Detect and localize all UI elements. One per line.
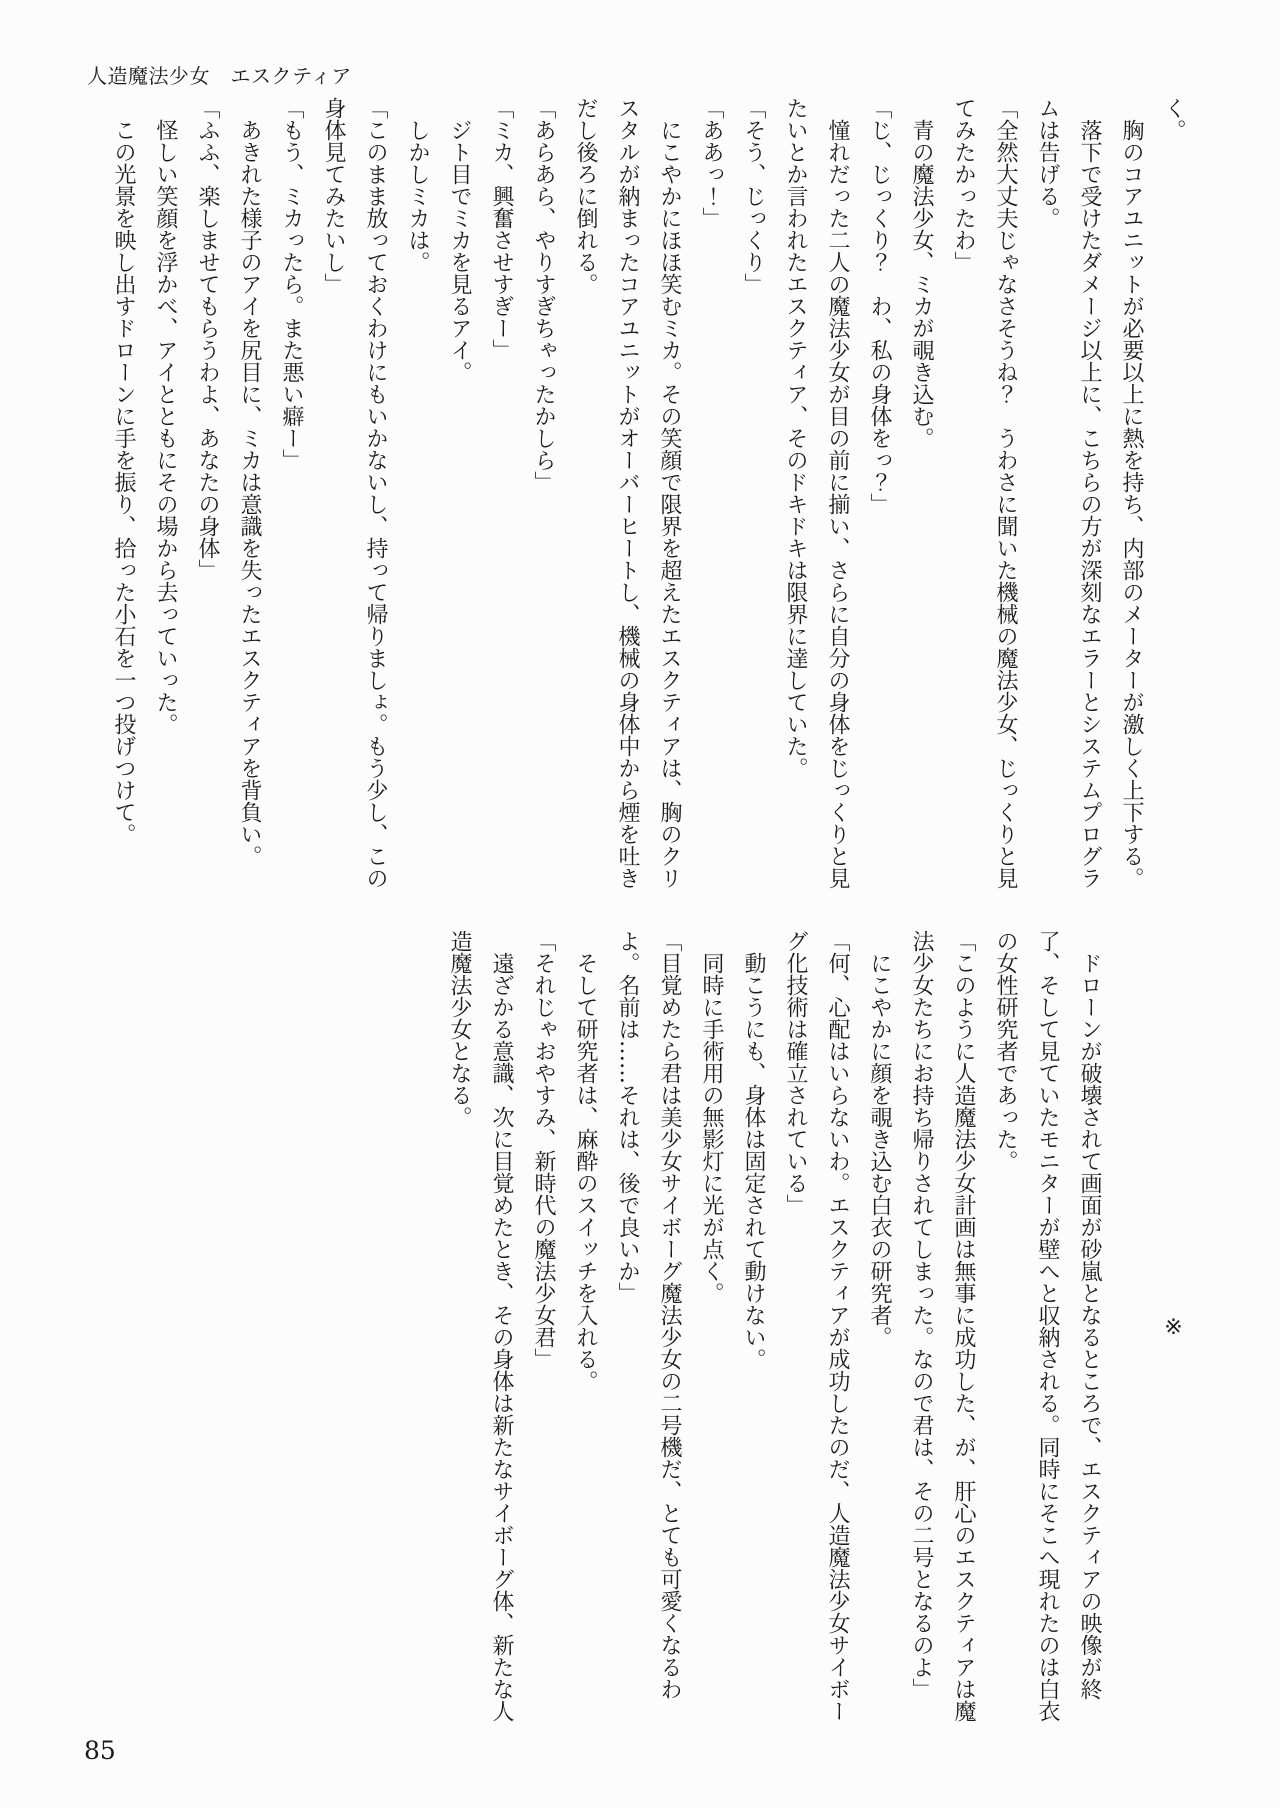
page-number: 85 [84,1736,116,1765]
paragraph: 怪しい笑顔を浮かべ、アイとともにその場から去っていった。 [153,119,178,735]
paragraph: 「目覚めたら君は美少女サイボーグ魔法少女の二号機だ、とても可愛くなるわよ。名前は……それは、後で良いか」 [615,930,682,1700]
paragraph: 「それじゃおやすみ、新時代の魔法少女君」 [531,930,556,1370]
scene-break-marker: ※ [1161,1314,1186,1340]
paragraph: ドローンが破壊されて画面が砂嵐となるところで、エスクティアの映像が終了、そして見ていたモニターが壁へと収納される。同時にそこへ現れたのは白衣の女性研究者であった。 [993,930,1102,1722]
running-head: 人造魔法少女 エスクティア [87,64,352,88]
paragraph: 遠ざかる意識、次に目覚めたとき、その身体は新たなサイボーグ体、新たな人造魔法少女となる。 [447,930,514,1722]
paragraph: ジト目でミカを見るアイ。 [447,119,472,383]
paragraph: 「じ、じっくり？ わ、私の身体をっ？」 [867,97,892,515]
paragraph: く。 [1161,97,1186,141]
paragraph: 「ミカ、興奮させすぎー」 [489,97,514,361]
upper-text-block [102,97,1194,891]
paragraph: そして研究者は、麻酔のスイッチを入れる。 [573,952,598,1392]
paragraph: 「全然大丈夫じゃなさそうね？ うわさに聞いた機械の魔法少女、じっくりと見てみたかったわ」 [951,97,1018,889]
paragraph: 「何、心配はいらないわ。エスクティアが成功したのだ、人造魔法少女サイボーグ化技術は確立されている」 [783,930,850,1722]
paragraph: にこやかにほほ笑むミカ。その笑顔で限界を超えたエスクティアは、胸のクリスタルが納まったコアユニットがオーバーヒートし、機械の身体中から煙を吐きだし後ろに倒れる。 [573,97,682,889]
paragraph: 「このように人造魔法少女計画は無事に成功した、が、肝心のエスクティアは魔法少女たちにお持ち帰りされてしまった。なので君は、その二号となるのよ」 [909,930,976,1722]
paragraph: 憧れだった二人の魔法少女が目の前に揃い、さらに自分の身体をじっくりと見たいとか言われたエスクティア、そのドキドキは限界に達していた。 [783,97,850,889]
paragraph: にこやかに顔を覗き込む白衣の研究者。 [867,952,892,1348]
paragraph: この光景を映し出すドローンに手を振り、拾った小石を一つ投げつけて。 [111,119,136,845]
paragraph: 「このまま放っておくわけにもいかないし、持って帰りましょ。もう少し、この身体見てみたいし」 [321,97,388,889]
paragraph: しかしミカは。 [405,119,430,273]
paragraph: 落下で受けたダメージ以上に、こちらの方が深刻なエラーとシステムプログラムは告げる。 [1035,97,1102,889]
paragraph: 「もう、ミカったら。また悪い癖ー」 [279,97,304,471]
paragraph: 同時に手術用の無影灯に光が点く。 [699,952,724,1304]
paragraph: 「そう、じっくり」 [741,97,766,295]
paragraph: 「ああっ！」 [699,97,724,229]
paragraph: 「あらあら、やりすぎちゃったかしら」 [531,97,556,493]
lower-text-block [438,930,1194,1724]
paragraph: 動こうにも、身体は固定されて動けない。 [741,952,766,1370]
paragraph: あきれた様子のアイを尻目に、ミカは意識を失ったエスクティアを背負い。 [237,119,262,867]
paragraph: 「ふふ、楽しませてもらうわよ、あなたの身体」 [195,97,220,581]
paragraph: 胸のコアユニットが必要以上に熱を持ち、内部のメーターが激しく上下する。 [1119,119,1144,889]
paragraph: 青の魔法少女、ミカが覗き込む。 [909,119,934,449]
